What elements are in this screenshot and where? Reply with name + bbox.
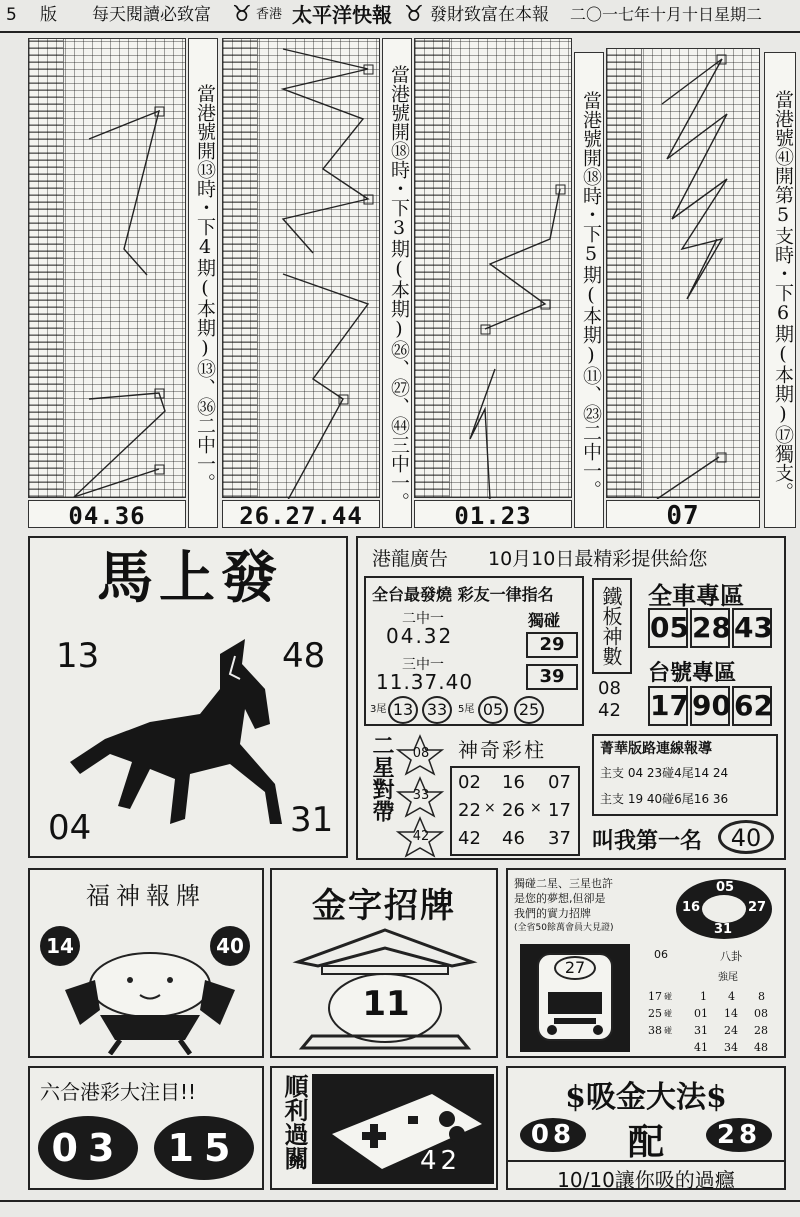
caizhu-cell: 22 bbox=[458, 800, 481, 821]
caizhu-cell: 16 bbox=[502, 772, 525, 793]
xijin-title: $吸金大法$ bbox=[565, 1080, 727, 1115]
bull-icon: ♉ bbox=[404, 2, 424, 27]
ad-title: 港龍廣告 bbox=[372, 548, 449, 570]
gamepad-illustration bbox=[312, 1074, 494, 1184]
star-number: 08 bbox=[412, 746, 430, 761]
fushen-title: 福神報牌 bbox=[86, 882, 206, 910]
bus-number: 27 bbox=[554, 956, 596, 980]
duipeng-panel bbox=[506, 868, 786, 1058]
duipeng-line: 是您的夢想,但卻是 bbox=[514, 892, 606, 905]
dupeng-label: 獨碰 bbox=[528, 611, 561, 630]
trend-lines bbox=[607, 49, 761, 499]
baodao-line: 主支 19 40碰6尾16 36 bbox=[600, 792, 729, 806]
jinzi-number: 11 bbox=[362, 984, 410, 1024]
ring-number: 27 bbox=[748, 900, 767, 915]
tail-label: 強尾 bbox=[718, 972, 738, 983]
trend-grid bbox=[222, 38, 380, 498]
jinzi-title: 金字招牌 bbox=[312, 886, 456, 926]
strip-prediction: 當港號㊶開第5支時・下6期(本期)⑰獨支。 bbox=[764, 52, 796, 528]
strip-prediction: 當港號開⑱時・下5期(本期)⑪、㉓二中一。 bbox=[574, 52, 604, 528]
bull-icon: ♉ bbox=[232, 2, 252, 27]
mashang-number: 48 bbox=[282, 636, 326, 676]
shunli-number: 42 bbox=[420, 1146, 462, 1176]
caizhu-cell: 07 bbox=[548, 772, 571, 793]
multiply-icon: × bbox=[530, 800, 542, 816]
bagua-label: 八卦 bbox=[720, 950, 742, 963]
shunli-title: 順利過關 bbox=[280, 1074, 308, 1170]
ad-picks-head: 全台最發燒 彩友一律指名 bbox=[372, 585, 554, 604]
page-number: 5 bbox=[6, 5, 17, 25]
caizhu-cell: 02 bbox=[458, 772, 481, 793]
fushen-number: 14 bbox=[40, 926, 80, 966]
bagua-table bbox=[648, 988, 784, 1056]
trend-lines bbox=[29, 39, 187, 499]
sanzhongyi-label: 三中一 bbox=[402, 657, 444, 673]
caizhu-cell: 26 bbox=[502, 800, 525, 821]
slogan-left: 每天閱讀必致富 bbox=[92, 5, 211, 25]
bagua-row: 38 碰 31 24 28 bbox=[648, 1024, 768, 1037]
liuhe-number: 03 bbox=[38, 1116, 138, 1180]
quanche-number: 28 bbox=[690, 608, 730, 648]
bagua-row: 25 碰 01 14 08 bbox=[648, 1007, 768, 1020]
xijin-footer: 10/10讓你吸的過癮 bbox=[508, 1160, 784, 1193]
taihao-label: 台號專區 bbox=[648, 660, 737, 686]
ring-number: 16 bbox=[682, 900, 701, 915]
mashang-number: 13 bbox=[56, 636, 100, 676]
xijin-number: 28 bbox=[706, 1118, 772, 1152]
fushen-panel bbox=[28, 868, 264, 1058]
trend-lines bbox=[415, 39, 573, 499]
bagua-row: 41 34 48 bbox=[694, 1041, 768, 1054]
shunli-panel bbox=[270, 1066, 498, 1190]
multiply-icon: × bbox=[484, 800, 496, 816]
tail3-label: 3尾 bbox=[370, 704, 387, 715]
diyi-label: 叫我第一名 bbox=[592, 828, 703, 854]
mashang-number: 04 bbox=[48, 808, 92, 848]
erzhongyi-value: 04.32 bbox=[386, 624, 454, 648]
tail5-bubble: 25 bbox=[514, 696, 544, 724]
bagua-head: 06 bbox=[654, 948, 668, 961]
mashang-panel bbox=[28, 536, 348, 858]
mashang-number: 31 bbox=[290, 800, 334, 840]
strip-prediction: 當港號開⑱時・下3期(本期)㉖、㉗、㊹三中一。 bbox=[382, 38, 412, 528]
caizhu-cell: 37 bbox=[548, 828, 571, 849]
star-number: 33 bbox=[412, 788, 430, 803]
baodao-box bbox=[592, 734, 778, 816]
xijin-panel bbox=[506, 1066, 786, 1190]
caizhu-label: 神奇彩柱 bbox=[458, 738, 546, 762]
taihao-number: 90 bbox=[690, 686, 730, 726]
section-label: 版 bbox=[40, 5, 57, 25]
strip-numbers: 04.36 bbox=[28, 500, 186, 528]
ad-picks-box bbox=[364, 576, 584, 726]
dupeng-value: 29 bbox=[526, 632, 578, 658]
trend-grid bbox=[606, 48, 760, 498]
tiebanshen-value: 42 bbox=[598, 700, 621, 721]
quanche-number: 05 bbox=[648, 608, 688, 648]
fushen-number: 40 bbox=[210, 926, 250, 966]
trend-grid bbox=[28, 38, 186, 498]
horse-illustration bbox=[70, 634, 310, 834]
taihao-number: 17 bbox=[648, 686, 688, 726]
xijin-number: 08 bbox=[520, 1118, 586, 1152]
mascot-illustration bbox=[60, 950, 240, 1055]
sanzhongyi-value: 11.37.40 bbox=[376, 670, 474, 694]
erxing-label: 二星對帶 bbox=[369, 734, 394, 822]
caizhu-cell: 46 bbox=[502, 828, 525, 849]
extra-value: 39 bbox=[526, 664, 578, 690]
liuhe-number: 15 bbox=[154, 1116, 254, 1180]
duipeng-line: 獨碰二星、三星也許 bbox=[514, 877, 613, 890]
xijin-mid: 配 bbox=[627, 1121, 664, 1163]
bagua-row: 17 碰 1 4 8 bbox=[648, 990, 765, 1003]
quanche-number: 43 bbox=[732, 608, 772, 648]
header-rule bbox=[0, 31, 800, 33]
erzhongyi-label: 二中一 bbox=[402, 611, 444, 627]
duipeng-line: 我們的實力招牌 bbox=[514, 907, 591, 920]
footer-rule bbox=[0, 1200, 800, 1202]
taihao-number: 62 bbox=[732, 686, 772, 726]
trend-lines bbox=[223, 39, 381, 499]
tail5-bubble: 05 bbox=[478, 696, 508, 724]
slogan-right: 發財致富在本報 bbox=[430, 5, 549, 25]
star-number: 42 bbox=[412, 829, 430, 844]
caizhu-box bbox=[450, 766, 580, 856]
trend-grid bbox=[414, 38, 572, 498]
baodao-line: 主支 04 23碰4尾14 24 bbox=[600, 766, 729, 780]
tail3-bubble: 33 bbox=[422, 696, 452, 724]
ad-panel bbox=[356, 536, 786, 860]
ring-number: 31 bbox=[714, 922, 733, 937]
caizhu-cell: 17 bbox=[548, 800, 571, 821]
brand-prefix: 香港 bbox=[256, 7, 283, 22]
duipeng-note: (全省50餘萬會員大見證) bbox=[514, 923, 614, 933]
mashang-title: 馬上發 bbox=[97, 545, 283, 611]
strip-numbers: 07 bbox=[606, 500, 760, 528]
brand-name: 太平洋快報 bbox=[292, 3, 392, 27]
strip-numbers: 01.23 bbox=[414, 500, 572, 528]
diyi-value: 40 bbox=[718, 820, 774, 854]
page-header bbox=[0, 0, 800, 30]
liuhe-title: 六合港彩大注目!! bbox=[40, 1080, 197, 1104]
tail3-bubble: 13 bbox=[388, 696, 418, 724]
tiebanshen-label: 鐵板神數 bbox=[592, 578, 632, 674]
quanche-label: 全車專區 bbox=[648, 581, 744, 610]
tail5-label: 5尾 bbox=[458, 704, 475, 715]
issue-date: 二〇一七年十月十日星期二 bbox=[570, 5, 763, 24]
strip-prediction: 當港號開⑬時・下4期(本期)⑬、㊱二中一。 bbox=[188, 38, 218, 528]
caizhu-cell: 42 bbox=[458, 828, 481, 849]
ring-number: 05 bbox=[716, 880, 735, 895]
strip-numbers: 26.27.44 bbox=[222, 500, 380, 528]
ad-subtitle: 10月10日最精彩提供給您 bbox=[488, 548, 708, 570]
tiebanshen-value: 08 bbox=[598, 678, 621, 699]
liuhe-panel bbox=[28, 1066, 264, 1190]
baodao-label: 菁華版路連線報導 bbox=[600, 741, 712, 757]
duipeng-text bbox=[514, 876, 613, 936]
jinzi-panel bbox=[270, 868, 498, 1058]
